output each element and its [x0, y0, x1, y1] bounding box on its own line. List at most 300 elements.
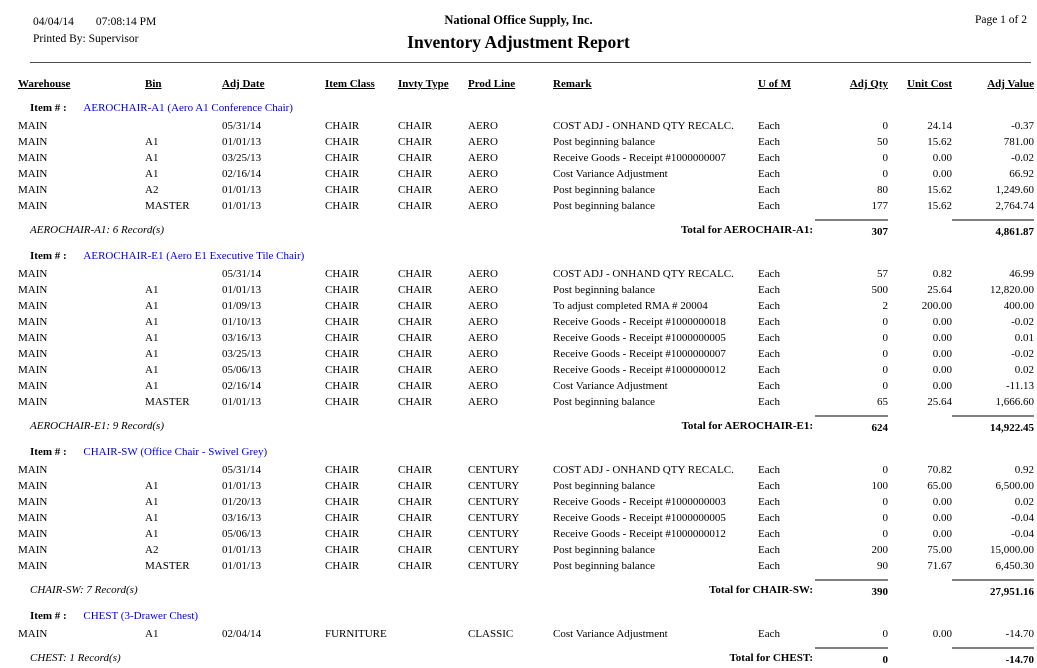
column-headers [0, 76, 1037, 92]
cell-remark: Post beginning balance [553, 480, 656, 492]
cell-warehouse: MAIN [18, 332, 48, 344]
total-label: Total for CHEST: [729, 652, 813, 664]
cell-prod-line: CLASSIC [468, 628, 514, 640]
cell-uofm: Each [758, 332, 780, 344]
item-number-label: Item # : [30, 250, 67, 262]
cell-adj-qty: 0 [882, 332, 888, 344]
cell-bin: A1 [145, 364, 159, 376]
header-center [0, 12, 1037, 54]
item-header-line [0, 100, 1037, 116]
cell-adj-date: 05/06/13 [222, 528, 262, 540]
cell-adj-qty: 0 [882, 168, 888, 180]
cell-bin: A1 [145, 512, 159, 524]
table-row [0, 362, 1037, 378]
total-spacer [888, 577, 952, 600]
header-divider [30, 62, 1031, 63]
cell-bin: A2 [145, 544, 159, 556]
cell-bin: A1 [145, 152, 159, 164]
cell-prod-line: CENTURY [468, 560, 520, 572]
item-code-link[interactable]: AEROCHAIR-E1 (Aero E1 Executive Tile Chair) [83, 250, 305, 262]
item-group [0, 248, 1037, 436]
cell-item-class: CHAIR [325, 332, 360, 344]
cell-uofm: Each [758, 120, 780, 132]
table-row [0, 394, 1037, 410]
item-group [0, 100, 1037, 240]
cell-item-class: CHAIR [325, 348, 360, 360]
cell-unit-cost: 15.62 [927, 184, 952, 196]
cell-warehouse: MAIN [18, 496, 48, 508]
cell-remark: COST ADJ - ONHAND QTY RECALC. [553, 268, 734, 280]
cell-unit-cost: 24.14 [927, 120, 952, 132]
cell-warehouse: MAIN [18, 300, 48, 312]
table-row [0, 526, 1037, 542]
col-uofm: U of M [758, 78, 791, 90]
cell-bin: MASTER [145, 200, 190, 212]
cell-prod-line: AERO [468, 396, 498, 408]
table-row [0, 330, 1037, 346]
cell-bin: A1 [145, 380, 159, 392]
table-row [0, 542, 1037, 558]
cell-uofm: Each [758, 480, 780, 492]
cell-remark: Post beginning balance [553, 136, 656, 148]
cell-adj-qty: 0 [882, 348, 888, 360]
cell-remark: COST ADJ - ONHAND QTY RECALC. [553, 464, 734, 476]
cell-adj-qty: 0 [882, 120, 888, 132]
print-date: 04/04/14 [33, 16, 74, 28]
cell-unit-cost: 70.82 [927, 464, 952, 476]
group-total-row [0, 217, 1037, 240]
cell-item-class: CHAIR [325, 200, 360, 212]
cell-item-class: CHAIR [325, 184, 360, 196]
cell-uofm: Each [758, 512, 780, 524]
cell-item-class: CHAIR [325, 316, 360, 328]
cell-adj-qty: 0 [882, 528, 888, 540]
cell-remark: Post beginning balance [553, 560, 656, 572]
table-row [0, 462, 1037, 478]
group-rows [0, 462, 1037, 574]
cell-item-class: CHAIR [325, 300, 360, 312]
cell-item-class: CHAIR [325, 152, 360, 164]
cell-uofm: Each [758, 560, 780, 572]
cell-uofm: Each [758, 184, 780, 196]
cell-invty-type: CHAIR [398, 496, 433, 508]
cell-uofm: Each [758, 200, 780, 212]
item-code-link[interactable]: CHEST (3-Drawer Chest) [83, 610, 199, 622]
cell-adj-qty: 100 [871, 480, 888, 492]
cell-unit-cost: 0.00 [932, 152, 952, 164]
cell-warehouse: MAIN [18, 628, 48, 640]
cell-warehouse: MAIN [18, 380, 48, 392]
cell-invty-type: CHAIR [398, 528, 433, 540]
record-count: AEROCHAIR-A1: 6 Record(s) [30, 224, 164, 236]
cell-uofm: Each [758, 300, 780, 312]
cell-warehouse: MAIN [18, 528, 48, 540]
cell-adj-value: 0.01 [1014, 332, 1034, 344]
item-number-label: Item # : [30, 102, 67, 114]
cell-adj-value: 400.00 [1003, 300, 1034, 312]
cell-item-class: CHAIR [325, 544, 360, 556]
cell-adj-value: 1,666.60 [995, 396, 1034, 408]
cell-remark: Receive Goods - Receipt #1000000018 [553, 316, 726, 328]
cell-uofm: Each [758, 464, 780, 476]
col-adj-qty: Adj Qty [849, 78, 888, 90]
record-count: CHAIR-SW: 7 Record(s) [30, 584, 138, 596]
cell-item-class: CHAIR [325, 380, 360, 392]
cell-remark: To adjust completed RMA # 20004 [553, 300, 708, 312]
cell-adj-value: 0.02 [1014, 496, 1034, 508]
total-label: Total for CHAIR-SW: [709, 584, 813, 596]
cell-bin: A1 [145, 496, 159, 508]
table-row [0, 314, 1037, 330]
group-rows [0, 266, 1037, 410]
cell-bin: A1 [145, 300, 159, 312]
cell-warehouse: MAIN [18, 168, 48, 180]
cell-unit-cost: 0.00 [932, 364, 952, 376]
table-row [0, 558, 1037, 574]
item-header-line [0, 444, 1037, 460]
cell-remark: Receive Goods - Receipt #1000000007 [553, 152, 726, 164]
cell-uofm: Each [758, 396, 780, 408]
cell-adj-date: 01/01/13 [222, 480, 262, 492]
cell-adj-date: 05/31/14 [222, 120, 262, 132]
cell-adj-value: 15,000.00 [990, 544, 1034, 556]
cell-unit-cost: 0.00 [932, 348, 952, 360]
cell-uofm: Each [758, 268, 780, 280]
cell-remark: COST ADJ - ONHAND QTY RECALC. [553, 120, 734, 132]
group-total-row [0, 413, 1037, 436]
cell-invty-type: CHAIR [398, 284, 433, 296]
col-unit-cost: Unit Cost [907, 78, 952, 90]
record-count: CHEST: 1 Record(s) [30, 652, 121, 664]
cell-invty-type: CHAIR [398, 480, 433, 492]
cell-adj-qty: 0 [882, 464, 888, 476]
cell-adj-date: 03/25/13 [222, 348, 262, 360]
cell-unit-cost: 65.00 [927, 480, 952, 492]
table-row [0, 510, 1037, 526]
cell-item-class: FURNITURE [325, 628, 387, 640]
cell-uofm: Each [758, 348, 780, 360]
cell-remark: Cost Variance Adjustment [553, 628, 668, 640]
col-item-class: Item Class [325, 78, 375, 90]
cell-warehouse: MAIN [18, 464, 48, 476]
cell-adj-qty: 0 [882, 364, 888, 376]
cell-adj-qty: 90 [877, 560, 888, 572]
cell-invty-type: CHAIR [398, 268, 433, 280]
cell-bin [145, 462, 222, 478]
cell-remark: Post beginning balance [553, 284, 656, 296]
cell-uofm: Each [758, 152, 780, 164]
table-row [0, 298, 1037, 314]
total-qty: 307 [815, 219, 888, 240]
cell-remark: Post beginning balance [553, 396, 656, 408]
col-prod-line: Prod Line [468, 78, 516, 90]
item-code-link[interactable]: AEROCHAIR-A1 (Aero A1 Conference Chair) [83, 102, 293, 114]
cell-adj-date: 01/01/13 [222, 544, 262, 556]
cell-remark: Cost Variance Adjustment [553, 168, 668, 180]
cell-adj-value: -0.04 [1011, 512, 1034, 524]
cell-adj-date: 05/31/14 [222, 268, 262, 280]
total-value: -14.70 [952, 647, 1034, 668]
group-rows [0, 626, 1037, 642]
cell-invty-type: CHAIR [398, 396, 433, 408]
cell-prod-line: AERO [468, 152, 498, 164]
total-value: 14,922.45 [952, 415, 1034, 436]
cell-unit-cost: 0.00 [932, 380, 952, 392]
cell-warehouse: MAIN [18, 348, 48, 360]
cell-remark: Receive Goods - Receipt #1000000005 [553, 512, 726, 524]
cell-prod-line: AERO [468, 348, 498, 360]
cell-item-class: CHAIR [325, 168, 360, 180]
cell-warehouse: MAIN [18, 152, 48, 164]
cell-uofm: Each [758, 364, 780, 376]
cell-item-class: CHAIR [325, 480, 360, 492]
cell-bin: A1 [145, 168, 159, 180]
cell-bin: MASTER [145, 560, 190, 572]
table-row [0, 182, 1037, 198]
total-label: Total for AEROCHAIR-A1: [680, 224, 813, 236]
cell-adj-qty: 0 [882, 316, 888, 328]
cell-unit-cost: 0.00 [932, 628, 952, 640]
cell-invty-type: CHAIR [398, 152, 433, 164]
cell-item-class: CHAIR [325, 560, 360, 572]
cell-warehouse: MAIN [18, 512, 48, 524]
total-qty: 624 [815, 415, 888, 436]
cell-prod-line: AERO [468, 268, 498, 280]
cell-remark: Post beginning balance [553, 544, 656, 556]
cell-invty-type: CHAIR [398, 464, 433, 476]
cell-bin: A1 [145, 284, 159, 296]
cell-adj-date: 02/04/14 [222, 628, 262, 640]
cell-invty-type: CHAIR [398, 168, 433, 180]
cell-invty-type: CHAIR [398, 512, 433, 524]
cell-adj-date: 05/31/14 [222, 464, 262, 476]
group-total-row [0, 645, 1037, 668]
cell-adj-value: 0.02 [1014, 364, 1034, 376]
group-rows [0, 118, 1037, 214]
cell-invty-type: CHAIR [398, 560, 433, 572]
cell-invty-type: CHAIR [398, 544, 433, 556]
cell-remark: Receive Goods - Receipt #1000000012 [553, 528, 726, 540]
cell-invty-type: CHAIR [398, 200, 433, 212]
item-number-label: Item # : [30, 446, 67, 458]
cell-prod-line: AERO [468, 380, 498, 392]
report-body [0, 100, 1037, 668]
table-row [0, 150, 1037, 166]
cell-prod-line: AERO [468, 200, 498, 212]
cell-invty-type: CHAIR [398, 380, 433, 392]
total-qty: 390 [815, 579, 888, 600]
table-row [0, 134, 1037, 150]
page-number: Page 1 of 2 [974, 14, 1027, 26]
cell-adj-date: 03/16/13 [222, 512, 262, 524]
cell-invty-type: CHAIR [398, 184, 433, 196]
cell-adj-date: 01/09/13 [222, 300, 262, 312]
cell-invty-type: CHAIR [398, 136, 433, 148]
cell-adj-value: 1,249.60 [995, 184, 1034, 196]
cell-adj-qty: 177 [871, 200, 888, 212]
cell-remark: Cost Variance Adjustment [553, 380, 668, 392]
cell-adj-qty: 0 [882, 496, 888, 508]
cell-unit-cost: 0.82 [932, 268, 952, 280]
total-value: 27,951.16 [952, 579, 1034, 600]
cell-adj-value: 46.99 [1009, 268, 1034, 280]
cell-unit-cost: 15.62 [927, 200, 952, 212]
col-remark: Remark [553, 78, 592, 90]
cell-item-class: CHAIR [325, 136, 360, 148]
table-row [0, 478, 1037, 494]
item-code-link[interactable]: CHAIR-SW (Office Chair - Swivel Grey) [83, 446, 268, 458]
cell-adj-date: 01/01/13 [222, 560, 262, 572]
cell-item-class: CHAIR [325, 528, 360, 540]
cell-item-class: CHAIR [325, 464, 360, 476]
cell-prod-line: AERO [468, 168, 498, 180]
cell-prod-line: CENTURY [468, 480, 520, 492]
cell-item-class: CHAIR [325, 268, 360, 280]
cell-adj-qty: 200 [871, 544, 888, 556]
print-time: 07:08:14 PM [95, 16, 157, 28]
cell-remark: Post beginning balance [553, 200, 656, 212]
item-group [0, 608, 1037, 668]
total-qty: 0 [815, 647, 888, 668]
page-header [0, 12, 1037, 60]
cell-invty-type: CHAIR [398, 120, 433, 132]
cell-uofm: Each [758, 544, 780, 556]
cell-uofm: Each [758, 528, 780, 540]
cell-adj-value: -0.37 [1011, 120, 1034, 132]
cell-adj-date: 01/01/13 [222, 136, 262, 148]
item-header-line [0, 608, 1037, 624]
table-row [0, 198, 1037, 214]
cell-bin: A1 [145, 480, 159, 492]
cell-prod-line: AERO [468, 364, 498, 376]
cell-adj-qty: 0 [882, 380, 888, 392]
group-total-row [0, 577, 1037, 600]
cell-item-class: CHAIR [325, 512, 360, 524]
cell-item-class: CHAIR [325, 364, 360, 376]
cell-item-class: CHAIR [325, 396, 360, 408]
item-number-label: Item # : [30, 610, 67, 622]
cell-bin: A1 [145, 348, 159, 360]
cell-unit-cost: 25.64 [927, 396, 952, 408]
cell-adj-qty: 50 [877, 136, 888, 148]
total-spacer [888, 645, 952, 668]
record-count: AEROCHAIR-E1: 9 Record(s) [30, 420, 164, 432]
table-row [0, 118, 1037, 134]
cell-adj-date: 01/01/13 [222, 284, 262, 296]
cell-remark: Receive Goods - Receipt #1000000012 [553, 364, 726, 376]
cell-remark: Receive Goods - Receipt #1000000007 [553, 348, 726, 360]
cell-invty-type: CHAIR [398, 332, 433, 344]
cell-prod-line: AERO [468, 332, 498, 344]
cell-adj-value: 781.00 [1003, 136, 1034, 148]
cell-warehouse: MAIN [18, 184, 48, 196]
cell-warehouse: MAIN [18, 284, 48, 296]
cell-invty-type: CHAIR [398, 348, 433, 360]
cell-prod-line: AERO [468, 316, 498, 328]
cell-adj-value: -11.13 [1005, 380, 1034, 392]
item-group [0, 444, 1037, 600]
cell-adj-date: 02/16/14 [222, 168, 262, 180]
cell-unit-cost: 0.00 [932, 316, 952, 328]
cell-adj-qty: 0 [882, 628, 888, 640]
cell-prod-line: CENTURY [468, 496, 520, 508]
cell-remark: Post beginning balance [553, 184, 656, 196]
cell-prod-line: CENTURY [468, 464, 520, 476]
cell-unit-cost: 0.00 [932, 528, 952, 540]
cell-invty-type: CHAIR [398, 364, 433, 376]
cell-bin: MASTER [145, 396, 190, 408]
cell-uofm: Each [758, 496, 780, 508]
cell-adj-value: 6,450.30 [995, 560, 1034, 572]
cell-uofm: Each [758, 136, 780, 148]
cell-adj-date: 01/01/13 [222, 200, 262, 212]
cell-adj-value: -0.02 [1011, 316, 1034, 328]
cell-adj-date: 05/06/13 [222, 364, 262, 376]
cell-invty-type: CHAIR [398, 300, 433, 312]
col-invty-type: Invty Type [398, 78, 449, 90]
table-row [0, 626, 1037, 642]
cell-adj-date: 01/10/13 [222, 316, 262, 328]
table-row [0, 266, 1037, 282]
cell-warehouse: MAIN [18, 560, 48, 572]
cell-bin [145, 266, 222, 282]
cell-adj-date: 01/01/13 [222, 184, 262, 196]
company-name: National Office Supply, Inc. [444, 13, 593, 27]
cell-adj-value: 6,500.00 [995, 480, 1034, 492]
cell-bin: A2 [145, 184, 159, 196]
cell-adj-value: -0.02 [1011, 348, 1034, 360]
cell-adj-qty: 80 [877, 184, 888, 196]
cell-prod-line: CENTURY [468, 528, 520, 540]
table-row [0, 166, 1037, 182]
cell-adj-date: 01/20/13 [222, 496, 262, 508]
cell-bin: A1 [145, 528, 159, 540]
cell-prod-line: AERO [468, 284, 498, 296]
item-header-line [0, 248, 1037, 264]
total-spacer [888, 217, 952, 240]
cell-warehouse: MAIN [18, 136, 48, 148]
cell-invty-type: CHAIR [398, 316, 433, 328]
cell-warehouse: MAIN [18, 268, 48, 280]
cell-unit-cost: 0.00 [932, 168, 952, 180]
cell-warehouse: MAIN [18, 396, 48, 408]
cell-unit-cost: 25.64 [927, 284, 952, 296]
cell-warehouse: MAIN [18, 544, 48, 556]
total-spacer [888, 413, 952, 436]
table-row [0, 494, 1037, 510]
table-row [0, 346, 1037, 362]
cell-adj-value: 2,764.74 [995, 200, 1034, 212]
cell-unit-cost: 15.62 [927, 136, 952, 148]
cell-bin: A1 [145, 136, 159, 148]
cell-adj-qty: 65 [877, 396, 888, 408]
cell-item-class: CHAIR [325, 120, 360, 132]
cell-adj-value: 0.92 [1014, 464, 1034, 476]
cell-warehouse: MAIN [18, 120, 48, 132]
cell-unit-cost: 200.00 [921, 300, 952, 312]
cell-adj-qty: 2 [882, 300, 888, 312]
cell-warehouse: MAIN [18, 200, 48, 212]
cell-prod-line: AERO [468, 184, 498, 196]
cell-prod-line: AERO [468, 136, 498, 148]
col-adj-value: Adj Value [987, 78, 1034, 90]
cell-adj-value: -0.04 [1011, 528, 1034, 540]
col-warehouse: Warehouse [18, 78, 71, 90]
cell-item-class: CHAIR [325, 496, 360, 508]
cell-adj-date: 01/01/13 [222, 396, 262, 408]
col-adj-date: Adj Date [222, 78, 265, 90]
cell-prod-line: AERO [468, 300, 498, 312]
